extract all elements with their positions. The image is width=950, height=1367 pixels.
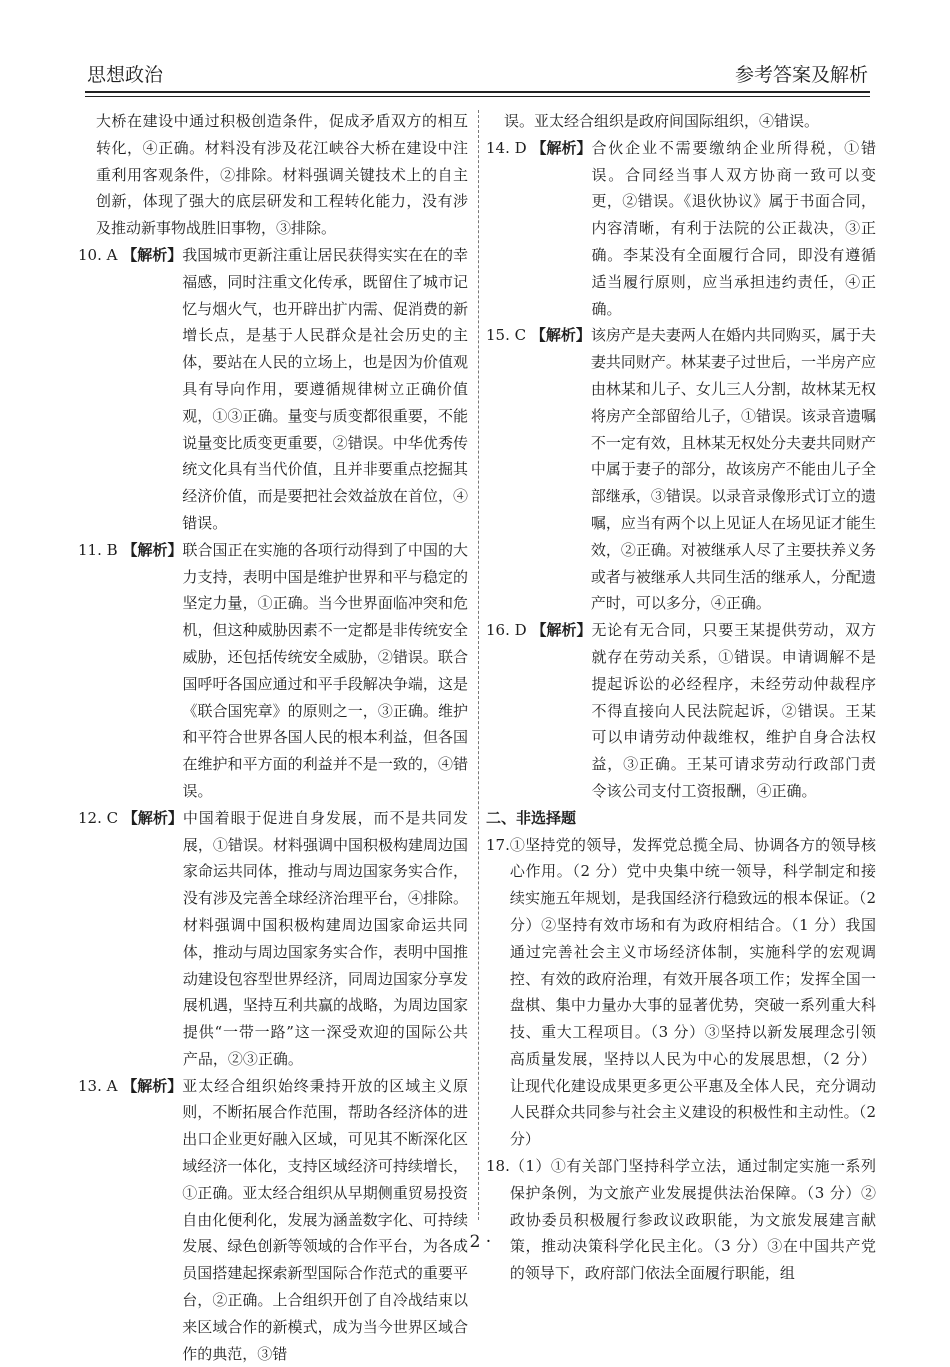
analysis-tag: 【解析】 (122, 540, 183, 559)
right-column (486, 108, 876, 1287)
answer-item (78, 805, 468, 1073)
continued-answer: 误。亚太经合组织是政府间国际组织，④错误。 (504, 112, 820, 130)
question-number: 17. (486, 835, 510, 854)
answer-item (78, 537, 468, 805)
analysis-tag: 【解析】 (531, 621, 592, 640)
answer-text: 无论有无合同，只要王某提供劳动，双方就存在劳动关系，①错误。申请调解不是提起诉讼的必经程序，未经劳动仲裁程序不得直接向人民法院起诉，②错误。王某可以申请劳动仲裁维权，维护自身合法权益，③正确。王某可请求劳动行政部门责令该公司支付工资报酬，④正确。 (591, 621, 876, 800)
answer-text: 我国城市更新注重让居民获得实实在在的幸福感，同时注重文化传承，既留住了城市记忆与烟火气，也开辟出扩内需、促消费的新增长点，是基于人民群众是社会历史的主体，要站在人民的立场上，也是因为价值观具有导向作用，要遵循规律树立正确价值观，①③正确。量变与质变都很重要，不能说量变比质变更重要，②错误。中华优秀传统文化具有当代价值，且并非要重点挖掘其经济价值，而是要把社会效益放在首位，④错误。 (182, 245, 468, 532)
question-18 (486, 1153, 876, 1287)
answer-number: 10. A (78, 245, 118, 264)
answer-text: 亚太经合组织始终秉持开放的区域主义原则，不断拓展合作范围，帮助各经济体的进出口企业更好融入区域，可见其不断深化区域经济一体化，支持区域经济可持续增长，①正确。亚太经合组织从早期侧重贸易投资自由化便利化，发展为涵盖数字化、可持续发展、绿色创新等领域的合作平台，为各成员国搭建起探索新型国际合作范式的重要平台，②正确。上合组织开创了自冷战结束以来区域合作的新模式，成为当今世界区域合作的典范，③错 (182, 1076, 468, 1363)
answer-number: 14. D (486, 138, 527, 157)
answer-number: 11. B (78, 540, 118, 559)
section-title: 参考答案及解析 (734, 64, 868, 86)
answer-item (486, 322, 876, 617)
page-number: · 2 · (458, 1232, 492, 1252)
column-divider (478, 110, 479, 1220)
question-answer: （1）①有关部门坚持科学立法，通过制定实施一系列保护条例，为文旅产业发展提供法治保障。（3 分）②政协委员积极履行参政议政职能，为文旅发展建言献策，推动决策科学化民主化。（3 分）③在中国共产党的领导下，政府部门依法全面履行职能，组 (509, 1157, 876, 1283)
continued-answer: 大桥在建设中通过积极创造条件，促成矛盾双方的相互转化，④正确。材料没有涉及花江峡谷大桥在建设中注重利用客观条件，②排除。材料强调关键技术上的自主创新，体现了强大的底层研发和工程转化能力，没有涉及推动新事物战胜旧事物，③排除。 (96, 112, 468, 238)
subject-title: 思想政治 (87, 64, 164, 86)
header-rule-thin (85, 96, 870, 97)
analysis-tag: 【解析】 (531, 138, 592, 157)
analysis-tag: 【解析】 (122, 1076, 183, 1095)
answer-item (486, 135, 876, 323)
left-column (78, 108, 468, 1367)
question-17 (486, 832, 876, 1154)
answer-item (78, 242, 468, 537)
answer-text: 该房产是夫妻两人在婚内共同购买，属于夫妻共同财产。林某妻子过世后，一半房产应由林某和儿子、女儿三人分割，故林某无权将房产全部留给儿子，①错误。该录音遗嘱不一定有效，且林某无权处分夫妻共同财产中属于妻子的部分，故该房产不能由儿子全部继承，③错误。以录音录像形式订立的遗嘱，应当有两个以上见证人在场见证才能生效，②正确。对被继承人尽了主要扶养义务或者与被继承人共同生活的继承人，分配遗产时，可以多分，④正确。 (590, 326, 876, 613)
analysis-tag: 【解析】 (122, 245, 183, 264)
question-number: 18. (486, 1157, 510, 1176)
question-answer: ①坚持党的领导，发挥党总揽全局、协调各方的领导核心作用。（2 分）党中央集中统一领导，科学制定和接续实施五年规划，是我国经济行稳致远的根本保证。（2 分）②坚持有效市场和有为政府相结合。（1 分）我国通过完善社会主义市场经济体制，实施科学的宏观调控、有效的政府治理，有效开展各项工作；发挥全国一盘棋、集中力量办大事的显著优势，突破一系列重大科技、重大工程项目。（3 分）③坚持以新发展理念引领高质量发展，坚持以人民为中心的发展思想，（2 分）让现代化建设成果更多更公平惠及全体人民，充分调动人民群众共同参与社会主义建设的积极性和主动性。（2 分） (509, 835, 876, 1149)
header-rule-thick (85, 91, 870, 93)
answer-number: 13. A (78, 1076, 118, 1095)
answer-number: 15. C (486, 326, 527, 345)
analysis-tag: 【解析】 (530, 326, 591, 345)
answer-text: 合伙企业不需要缴纳企业所得税，①错误。合同经当事人双方协商一致可以变更，②错误。《退伙协议》属于书面合同，内容清晰，有利于法院的公正裁决，③正确。李某没有全面履行合同，即没有遵循适当履行原则，应当承担违约责任，④正确。 (591, 138, 876, 318)
answer-number: 16. D (486, 621, 527, 640)
page-header (85, 58, 870, 92)
answer-item (78, 1073, 468, 1367)
answer-item (486, 617, 876, 805)
answer-text: 联合国正在实施的各项行动得到了中国的大力支持，表明中国是维护世界和平与稳定的坚定力量，①正确。当今世界面临冲突和危机，但这种威胁因素不一定都是非传统安全威胁，还包括传统安全威胁，②错误。联合国呼吁各国应通过和平手段解决争端，这是《联合国宪章》的原则之一，③正确。维护和平符合世界各国人民的根本利益，但各国在维护和平方面的利益并不是一致的，④错误。 (182, 540, 468, 800)
section-heading: 二、非选择题 (486, 808, 577, 827)
answer-text: 中国着眼于促进自身发展，而不是共同发展，①错误。材料强调中国积极构建周边国家命运共同体，推动与周边国家务实合作，没有涉及完善全球经济治理平台，④排除。材料强调中国积极构建周边国家命运共同体，推动与周边国家务实合作，表明中国推动建设包容型世界经济，同周边国家分享发展机遇，坚持互利共赢的战略，为周边国家提供“一带一路”这一深受欢迎的国际公共产品，②③正确。 (182, 808, 468, 1068)
answer-number: 12. C (78, 808, 119, 827)
analysis-tag: 【解析】 (122, 808, 183, 827)
